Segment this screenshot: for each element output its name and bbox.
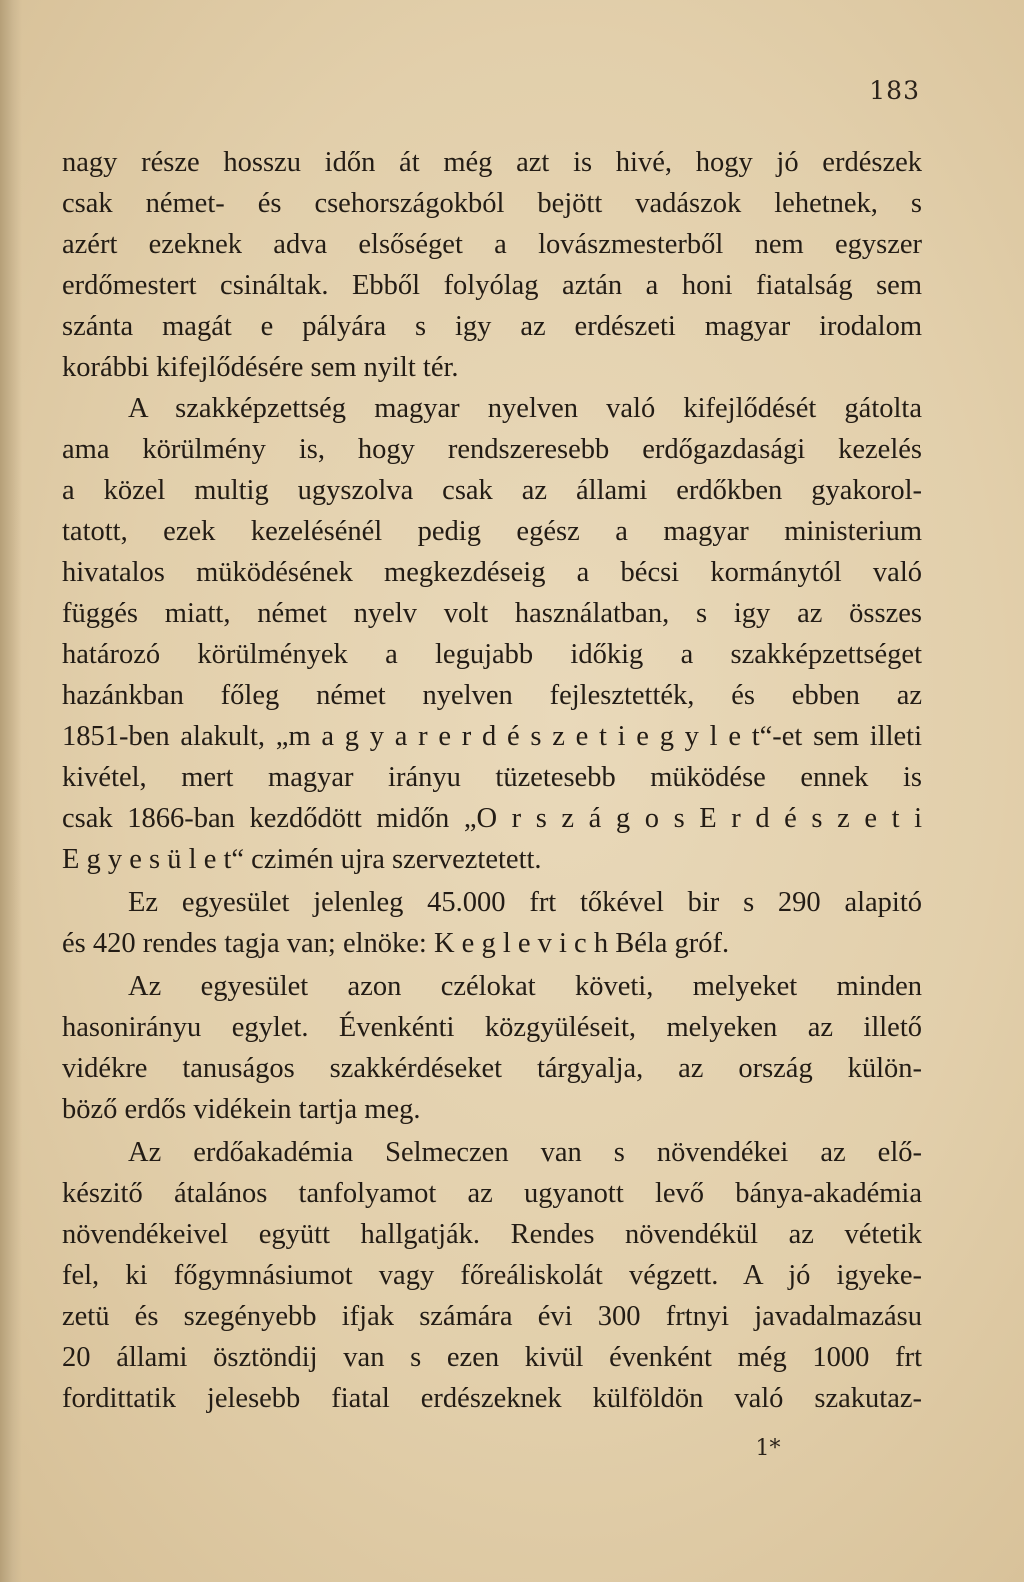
text-line: vidékre tanuságos szakkérdéseket tárgyalja, az ország külön- [62,1053,922,1084]
text-line: 1851-ben alakult, „m a g y a r e r d é s z e t i e g y l e t“-et sem illeti [62,721,922,752]
text-line: hazánkban főleg német nyelven fejlesztették, és ebben az [62,680,922,711]
text-line: tatott, ezek kezelésénél pedig egész a magyar ministerium [62,516,922,547]
text-line: szánta magát e pályára s igy az erdészeti magyar irodalom [62,311,922,342]
text-line: zetü és szegényebb ifjak számára évi 300 frtnyi javadalmazásu [62,1301,922,1332]
paragraph-5 [62,1132,922,1419]
page-number: 183 [869,76,920,105]
text-line: készitő átalános tanfolyamot az ugyanott levő bánya-akadémia [62,1178,922,1209]
text-line: E g y e s ü l e t“ czimén ujra szerveztetett. [62,844,542,875]
text-line: böző erdős vidékein tartja meg. [62,1094,421,1125]
text-line: hasonirányu egylet. Évenkénti közgyüléseit, melyeken az illető [62,1012,922,1043]
text-line: a közel multig ugyszolva csak az állami erdőkben gyakorol- [62,475,922,506]
text-line: csak 1866-ban kezdődött midőn „O r s z á g o s E r d é s z e t i [62,803,922,834]
text-line: fordittatik jelesebb fiatal erdészeknek külföldön való szakutaz- [62,1383,922,1414]
paragraph-3 [62,882,922,964]
paragraph-2 [62,388,922,880]
text-line: kivétel, mert magyar irányu tüzetesebb müködése ennek is [62,762,922,793]
text-line: és 420 rendes tagja van; elnöke: K e g l e v i c h Béla gróf. [62,928,730,959]
spine-shadow [0,0,22,1582]
text-line: határozó körülmények a legujabb időkig a szakképzettséget [62,639,922,670]
body-text [62,142,922,1419]
text-line: fel, ki főgymnásiumot vagy főreáliskolát végzett. A jó igyeke- [62,1260,922,1291]
text-line: függés miatt, német nyelv volt használatban, s igy az összes [62,598,922,629]
text-line: Az egyesület azon czélokat követi, melyeket minden [128,971,922,1002]
text-line: 20 állami ösztöndij van s ezen kivül évenként még 1000 frt [62,1342,922,1373]
text-line: hivatalos müködésének megkezdéseig a bécsi kormánytól való [62,557,922,588]
paragraph-1 [62,142,922,388]
text-line: A szakképzettség magyar nyelven való kifejlődését gátolta [128,393,922,424]
text-line: nagy része hosszu időn át még azt is hivé, hogy jó erdészek [62,147,922,178]
text-line: erdőmestert csináltak. Ebből folyólag aztán a honi fiatalság sem [62,270,922,301]
text-line: Ez egyesület jelenleg 45.000 frt tőkével bir s 290 alapitó [128,887,922,918]
paragraph-4 [62,966,922,1130]
text-line: növendékeivel együtt hallgatják. Rendes növendékül az vétetik [62,1219,922,1250]
text-line: ama körülmény is, hogy rendszeresebb erdőgazdasági kezelés [62,434,922,465]
text-line: Az erdőakadémia Selmeczen van s növendékei az elő- [128,1137,922,1168]
text-line: csak német- és csehországokból bejött vadászok lehetnek, s [62,188,922,219]
text-line: azért ezeknek adva elsőséget a lovászmesterből nem egyszer [62,229,922,260]
signature-mark: 1* [755,1436,781,1461]
text-line: korábbi kifejlődésére sem nyilt tér. [62,352,459,383]
